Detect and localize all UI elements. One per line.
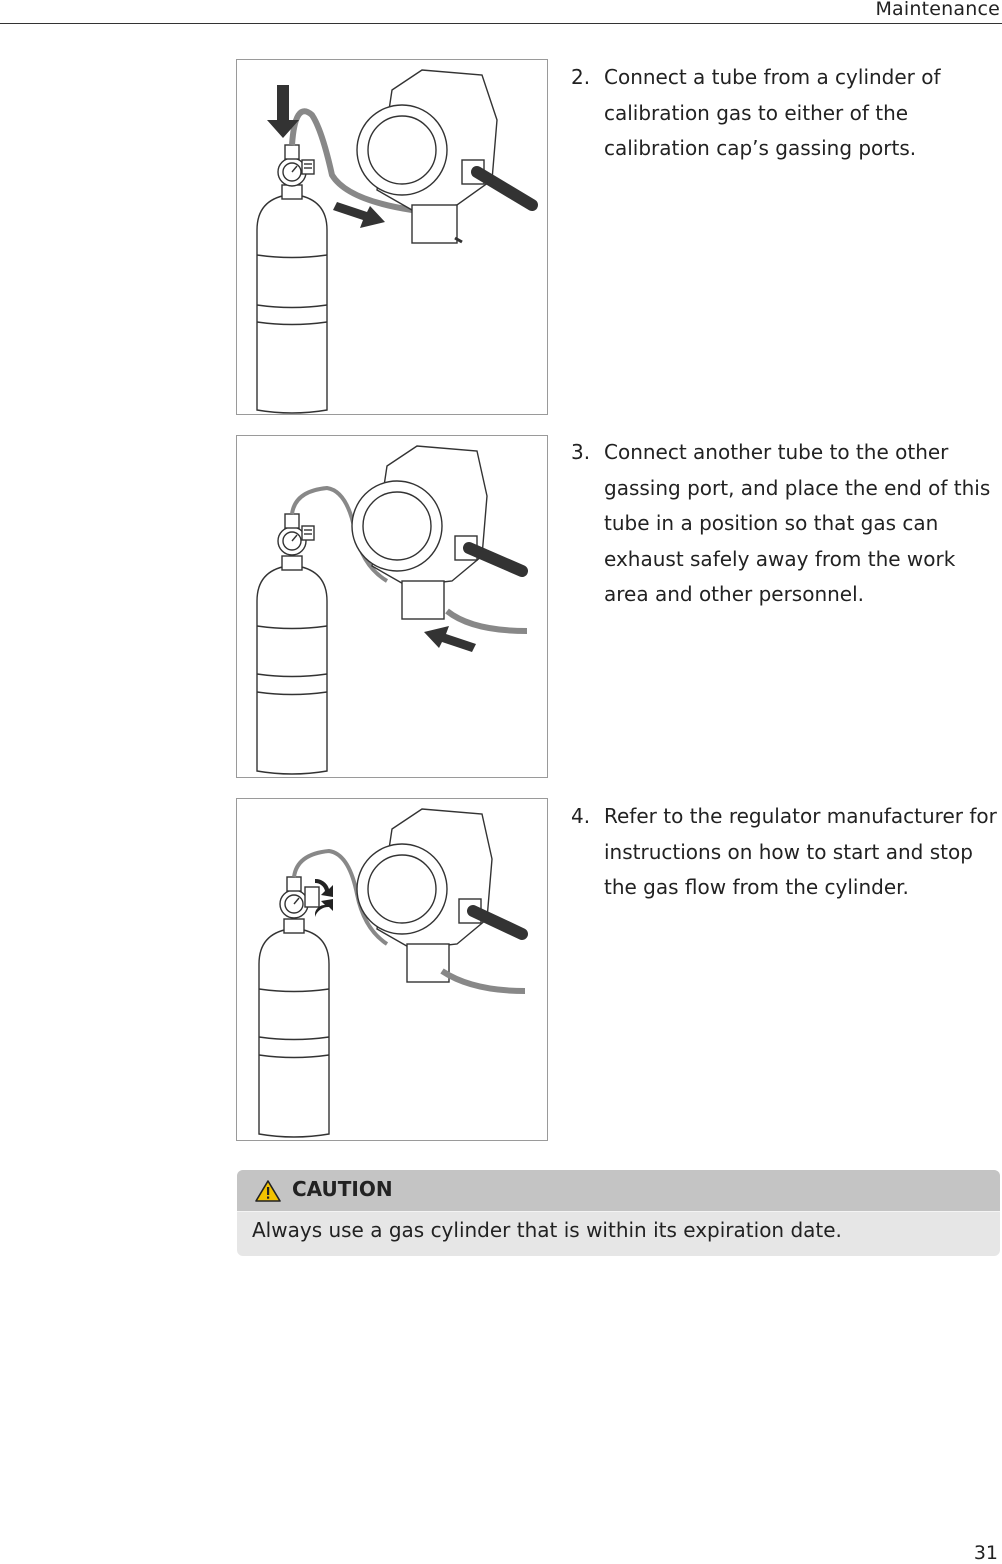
step-text: Connect a tube from a cylinder of calibration gas to either of the calibration cap’s gassing ports. (604, 65, 941, 160)
page-number: 31 (973, 1542, 998, 1564)
illustration-regulator-flow-control (236, 798, 548, 1141)
header-rule (0, 23, 1002, 24)
step-text: Refer to the regulator manufacturer for instructions on how to start and stop the gas flow from the cylinder. (604, 804, 997, 899)
caution-title: CAUTION (292, 1177, 393, 1201)
caution-text: Always use a gas cylinder that is within its expiration date. (252, 1218, 842, 1242)
caution-box (237, 1170, 1000, 1256)
warning-triangle-icon (255, 1180, 281, 1202)
caution-header (237, 1170, 1000, 1212)
step-text: Connect another tube to the other gassing port, and place the end of this tube in a position so that gas can exhaust safely away from the work area and other personnel. (604, 440, 991, 606)
step-number: 3. (571, 440, 591, 464)
illustration-connect-exhaust-tube (236, 435, 548, 778)
step-number: 4. (571, 804, 591, 828)
section-title: Maintenance (875, 0, 1000, 20)
illustration-connect-calibration-tube (236, 59, 548, 415)
step-number: 2. (571, 65, 591, 89)
